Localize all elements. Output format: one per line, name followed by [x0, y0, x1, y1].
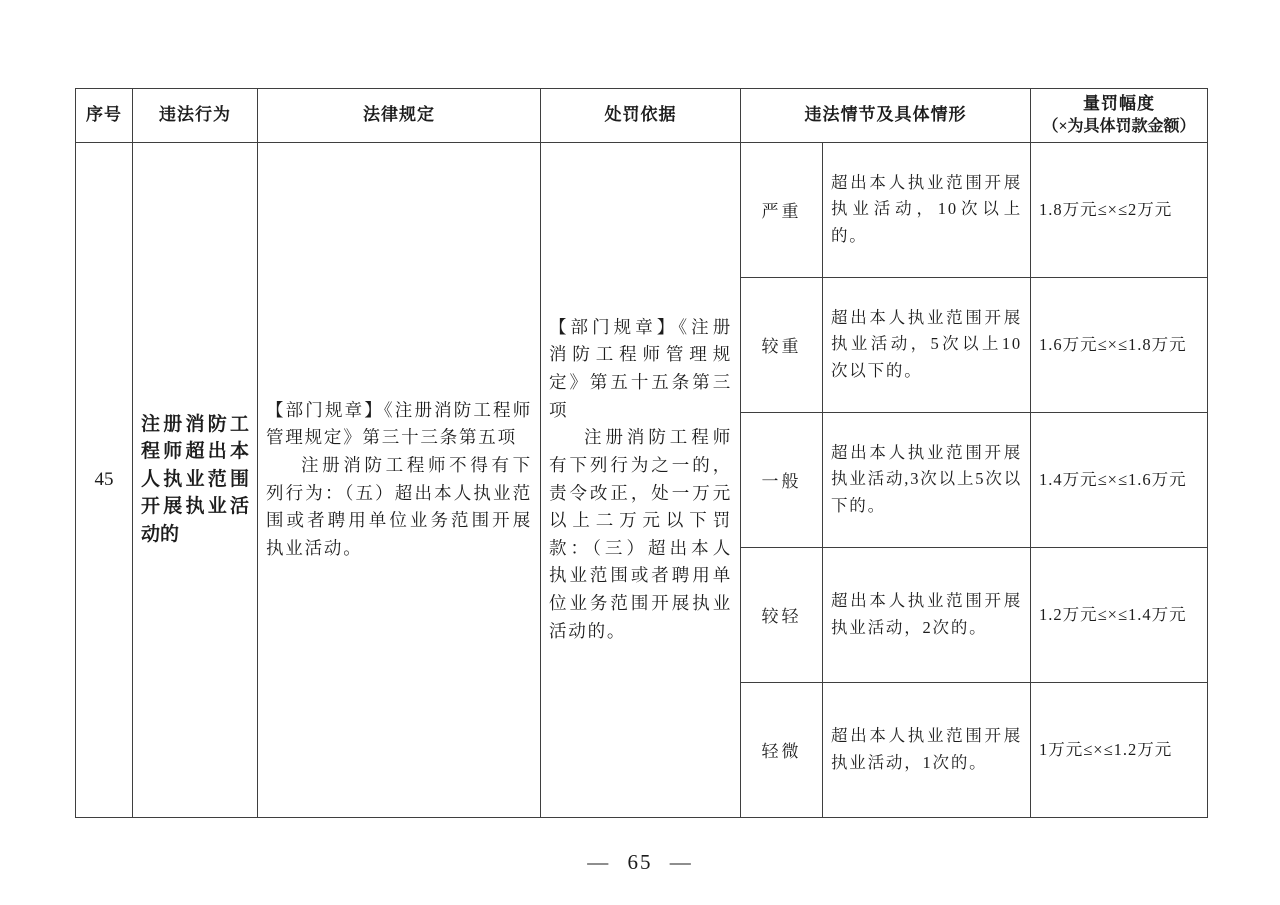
penalty-discretion-table	[75, 88, 1208, 818]
severity-cell: 一般	[741, 412, 823, 547]
severity-cell: 轻微	[741, 682, 823, 817]
penalty-basis-cell	[541, 142, 741, 817]
violation-cell: 注册消防工程师超出本人执业范围开展执业活动的	[133, 142, 258, 817]
situation-cell: 超出本人执业范围开展执业活动，2次的。	[823, 547, 1031, 682]
legal-provision-cell	[258, 142, 541, 817]
header-penalty-basis: 处罚依据	[541, 89, 741, 143]
header-penalty-range-title: 量罚幅度	[1083, 94, 1155, 113]
header-violation: 违法行为	[133, 89, 258, 143]
header-index: 序号	[76, 89, 133, 143]
severity-cell: 严重	[741, 142, 823, 277]
severity-cell: 较重	[741, 277, 823, 412]
penalty-range-cell: 1万元≤×≤1.2万元	[1031, 682, 1208, 817]
page-number: — 65 —	[587, 850, 693, 874]
penalty-basis-paragraph-1: 【部门规章】《注册消防工程师管理规定》第五十五条第三项	[549, 316, 732, 420]
penalty-range-cell: 1.6万元≤×≤1.8万元	[1031, 277, 1208, 412]
table-header-row	[76, 89, 1208, 143]
penalty-range-cell: 1.4万元≤×≤1.6万元	[1031, 412, 1208, 547]
header-penalty-range	[1031, 89, 1208, 143]
table-row	[76, 142, 1208, 277]
legal-provision-paragraph-2: 注册消防工程师不得有下列行为：（五）超出本人执业范围或者聘用单位业务范围开展执业活动。	[266, 454, 532, 558]
situation-cell: 超出本人执业范围开展执业活动，10次以上的。	[823, 142, 1031, 277]
penalty-range-cell: 1.2万元≤×≤1.4万元	[1031, 547, 1208, 682]
header-legal-provision: 法律规定	[258, 89, 541, 143]
penalty-basis-paragraph-2: 注册消防工程师有下列行为之一的，责令改正，处一万元以上二万元以下罚款：（三）超出本人执业范围或者聘用单位业务范围开展执业活动的。	[549, 427, 732, 641]
penalty-range-cell: 1.8万元≤×≤2万元	[1031, 142, 1208, 277]
header-circumstances: 违法情节及具体情形	[741, 89, 1031, 143]
situation-cell: 超出本人执业范围开展执业活动，5次以上10次以下的。	[823, 277, 1031, 412]
situation-cell: 超出本人执业范围开展执业活动，1次的。	[823, 682, 1031, 817]
header-penalty-range-note: （×为具体罚款金额）	[1042, 117, 1196, 135]
situation-cell: 超出本人执业范围开展执业活动,3次以上5次以下的。	[823, 412, 1031, 547]
severity-cell: 较轻	[741, 547, 823, 682]
row-index-cell: 45	[76, 142, 133, 817]
legal-provision-paragraph-1: 【部门规章】《注册消防工程师管理规定》第三十三条第五项	[266, 399, 532, 448]
